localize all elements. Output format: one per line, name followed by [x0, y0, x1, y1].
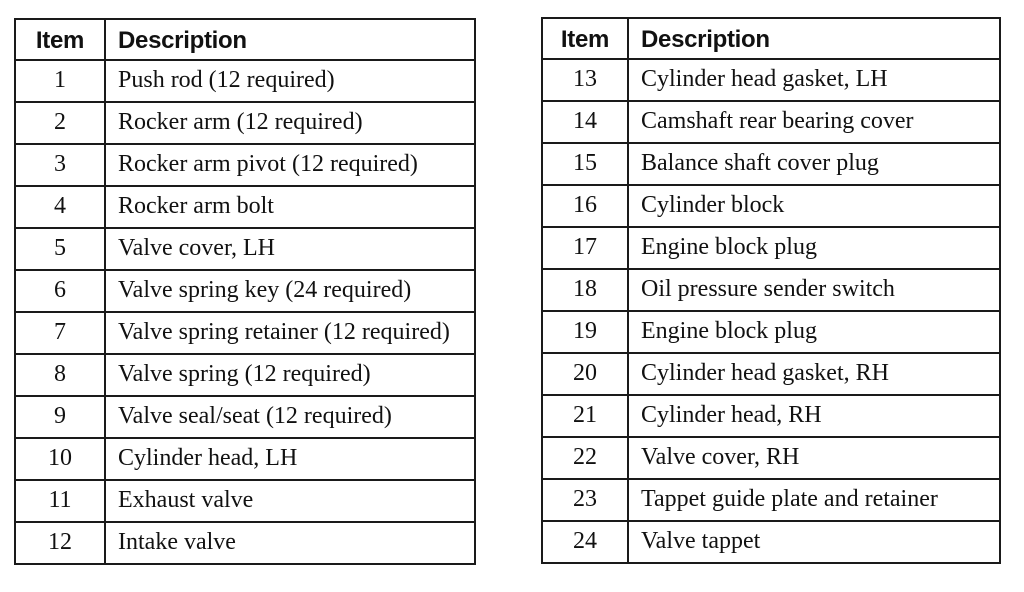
- item-number: 12: [15, 522, 105, 564]
- item-description: Cylinder head gasket, RH: [628, 353, 1000, 395]
- table-row: [542, 269, 1000, 311]
- item-description: Valve cover, LH: [105, 228, 475, 270]
- item-number: 14: [542, 101, 628, 143]
- item-number: 17: [542, 227, 628, 269]
- item-number: 19: [542, 311, 628, 353]
- table-row: [15, 144, 475, 186]
- item-number: 18: [542, 269, 628, 311]
- table-row: [542, 311, 1000, 353]
- table-row: [15, 480, 475, 522]
- item-description: Valve spring (12 required): [105, 354, 475, 396]
- column-header-item: Item: [542, 18, 628, 59]
- table-row: [15, 102, 475, 144]
- item-number: 2: [15, 102, 105, 144]
- table-row: [15, 396, 475, 438]
- item-number: 11: [15, 480, 105, 522]
- item-number: 15: [542, 143, 628, 185]
- item-description: Rocker arm (12 required): [105, 102, 475, 144]
- item-description: Cylinder head gasket, LH: [628, 59, 1000, 101]
- item-description: Exhaust valve: [105, 480, 475, 522]
- item-description: Valve spring key (24 required): [105, 270, 475, 312]
- table-row: [542, 59, 1000, 101]
- table-row: [15, 228, 475, 270]
- item-number: 13: [542, 59, 628, 101]
- table-header-row: [542, 18, 1000, 59]
- item-description: Tappet guide plate and retainer: [628, 479, 1000, 521]
- item-description: Rocker arm bolt: [105, 186, 475, 228]
- table-row: [542, 479, 1000, 521]
- item-number: 6: [15, 270, 105, 312]
- item-description: Rocker arm pivot (12 required): [105, 144, 475, 186]
- table-header-row: [15, 19, 475, 60]
- table-row: [542, 353, 1000, 395]
- item-number: 22: [542, 437, 628, 479]
- item-number: 24: [542, 521, 628, 563]
- item-description: Push rod (12 required): [105, 60, 475, 102]
- table-row: [15, 186, 475, 228]
- item-description: Cylinder head, RH: [628, 395, 1000, 437]
- table-row: [542, 185, 1000, 227]
- column-header-description: Description: [628, 18, 1000, 59]
- item-number: 20: [542, 353, 628, 395]
- table-row: [15, 312, 475, 354]
- parts-table-right: [541, 17, 1001, 564]
- item-number: 5: [15, 228, 105, 270]
- table-row: [15, 522, 475, 564]
- item-number: 9: [15, 396, 105, 438]
- item-description: Balance shaft cover plug: [628, 143, 1000, 185]
- item-number: 10: [15, 438, 105, 480]
- table-row: [542, 395, 1000, 437]
- item-description: Cylinder block: [628, 185, 1000, 227]
- item-number: 3: [15, 144, 105, 186]
- item-description: Valve seal/seat (12 required): [105, 396, 475, 438]
- item-description: Valve spring retainer (12 required): [105, 312, 475, 354]
- item-number: 8: [15, 354, 105, 396]
- item-number: 21: [542, 395, 628, 437]
- item-description: Valve tappet: [628, 521, 1000, 563]
- table-row: [15, 60, 475, 102]
- item-description: Engine block plug: [628, 311, 1000, 353]
- parts-table-left: [14, 18, 476, 565]
- item-number: 4: [15, 186, 105, 228]
- item-description: Engine block plug: [628, 227, 1000, 269]
- table-row: [15, 354, 475, 396]
- item-number: 7: [15, 312, 105, 354]
- table-row: [15, 270, 475, 312]
- item-number: 1: [15, 60, 105, 102]
- table-row: [542, 227, 1000, 269]
- item-number: 16: [542, 185, 628, 227]
- table-row: [542, 101, 1000, 143]
- item-description: Intake valve: [105, 522, 475, 564]
- item-description: Camshaft rear bearing cover: [628, 101, 1000, 143]
- item-description: Cylinder head, LH: [105, 438, 475, 480]
- item-description: Valve cover, RH: [628, 437, 1000, 479]
- table-row: [542, 437, 1000, 479]
- item-description: Oil pressure sender switch: [628, 269, 1000, 311]
- item-number: 23: [542, 479, 628, 521]
- table-row: [542, 521, 1000, 563]
- table-row: [15, 438, 475, 480]
- table-row: [542, 143, 1000, 185]
- column-header-item: Item: [15, 19, 105, 60]
- column-header-description: Description: [105, 19, 475, 60]
